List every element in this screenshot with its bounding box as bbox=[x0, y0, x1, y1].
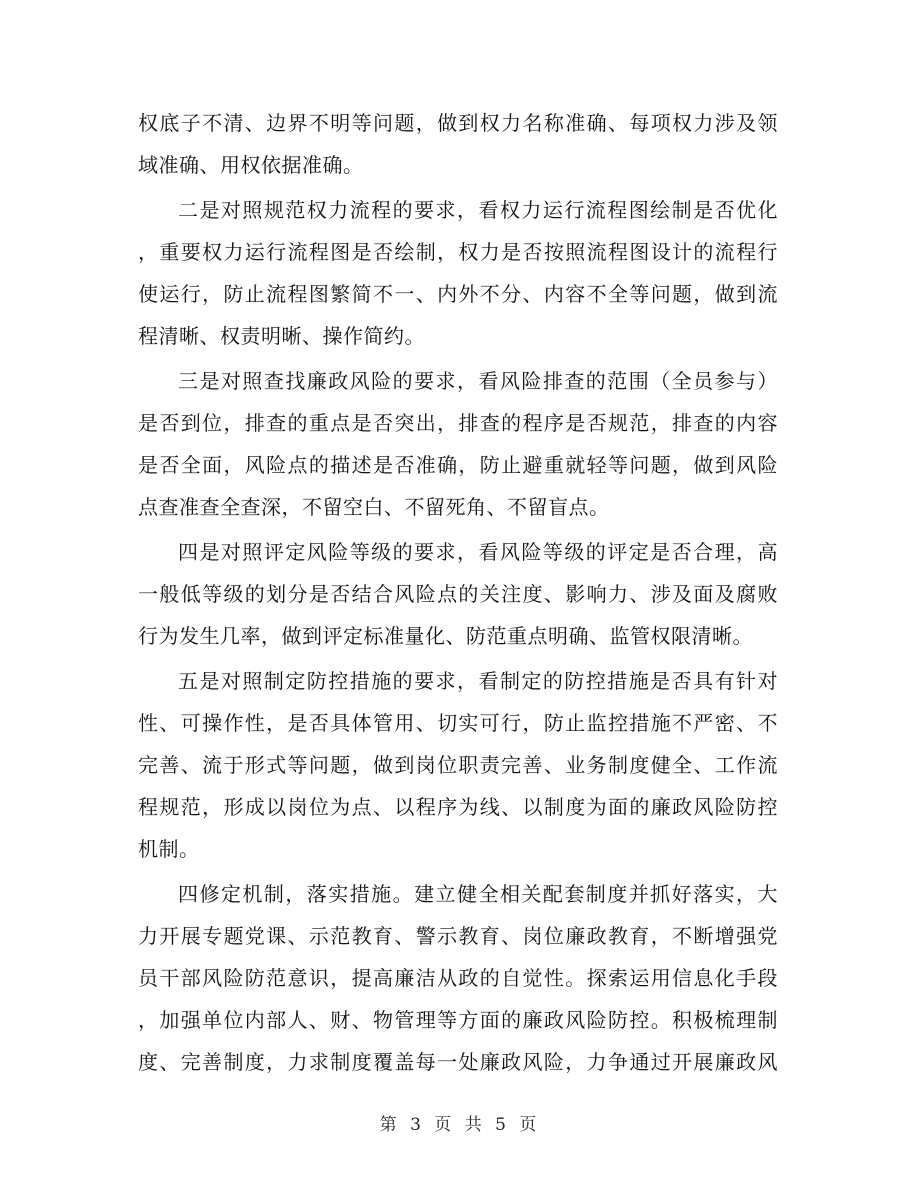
document-body bbox=[138, 102, 778, 1083]
paragraph-control-measures bbox=[138, 660, 778, 870]
text-line: 力开展专题党课、示范教育、警示教育、岗位廉政教育，不断增强党 bbox=[138, 924, 778, 948]
text-line: 度、完善制度，力求制度覆盖每一处廉政风险，力争通过开展廉政风 bbox=[138, 1050, 778, 1074]
footer-middle: 页 共 bbox=[434, 1115, 486, 1135]
footer-total-pages: 5 bbox=[495, 1115, 510, 1135]
text-line: 四修定机制，落实措施。建立健全相关配套制度并抓好落实，大 bbox=[178, 882, 778, 906]
text-line: 二是对照规范权力流程的要求，看权力运行流程图绘制是否优化 bbox=[178, 198, 778, 222]
text-line: 员干部风险防范意识，提高廉洁从政的自觉性。探索运用信息化手段 bbox=[138, 966, 778, 990]
text-line: 是否全面，风险点的描述是否准确，防止避重就轻等问题，做到风险 bbox=[138, 453, 778, 477]
text-line: 使运行，防止流程图繁简不一、内外不分、内容不全等问题，做到流 bbox=[138, 282, 778, 306]
text-line: 性、可操作性，是否具体管用、切实可行，防止监控措施不严密、不 bbox=[138, 711, 778, 735]
footer-prefix: 第 bbox=[379, 1115, 401, 1135]
paragraph-mechanism bbox=[138, 873, 778, 1083]
footer-suffix: 页 bbox=[519, 1115, 541, 1135]
text-line: 一般低等级的划分是否结合风险点的关注度、影响力、涉及面及腐败 bbox=[138, 582, 778, 606]
text-line: 程规范，形成以岗位为点、以程序为线、以制度为面的廉政风险防控 bbox=[138, 795, 778, 819]
paragraph-risk-level bbox=[138, 531, 778, 657]
text-line: ，重要权力运行流程图是否绘制，权力是否按照流程图设计的流程行 bbox=[138, 240, 778, 264]
text-line: 完善、流于形式等问题，做到岗位职责完善、业务制度健全、工作流 bbox=[138, 753, 778, 777]
paragraph-continuation bbox=[138, 102, 778, 186]
page-footer bbox=[0, 1110, 920, 1135]
paragraph-risk-search bbox=[138, 360, 778, 528]
text-line: 域准确、用权依据准确。 bbox=[138, 153, 364, 177]
text-line: 四是对照评定风险等级的要求，看风险等级的评定是否合理，高 bbox=[178, 540, 778, 564]
footer-current-page: 3 bbox=[410, 1115, 425, 1135]
text-line: 机制。 bbox=[138, 837, 200, 861]
text-line: 行为发生几率，做到评定标准量化、防范重点明确、监管权限清晰。 bbox=[138, 624, 753, 648]
text-line: 权底子不清、边界不明等问题，做到权力名称准确、每项权力涉及领 bbox=[138, 111, 778, 135]
paragraph-process-flow bbox=[138, 189, 778, 357]
text-line: 点查准查全查深，不留空白、不留死角、不留盲点。 bbox=[138, 495, 610, 519]
text-line: 五是对照制定防控措施的要求，看制定的防控措施是否具有针对 bbox=[178, 669, 778, 693]
text-line: 三是对照查找廉政风险的要求，看风险排查的范围（全员参与） bbox=[178, 369, 778, 393]
text-line: ，加强单位内部人、财、物管理等方面的廉政风险防控。积极梳理制 bbox=[138, 1008, 778, 1032]
text-line: 是否到位，排查的重点是否突出，排查的程序是否规范，排查的内容 bbox=[138, 411, 778, 435]
text-line: 程清晰、权责明晰、操作简约。 bbox=[138, 324, 425, 348]
